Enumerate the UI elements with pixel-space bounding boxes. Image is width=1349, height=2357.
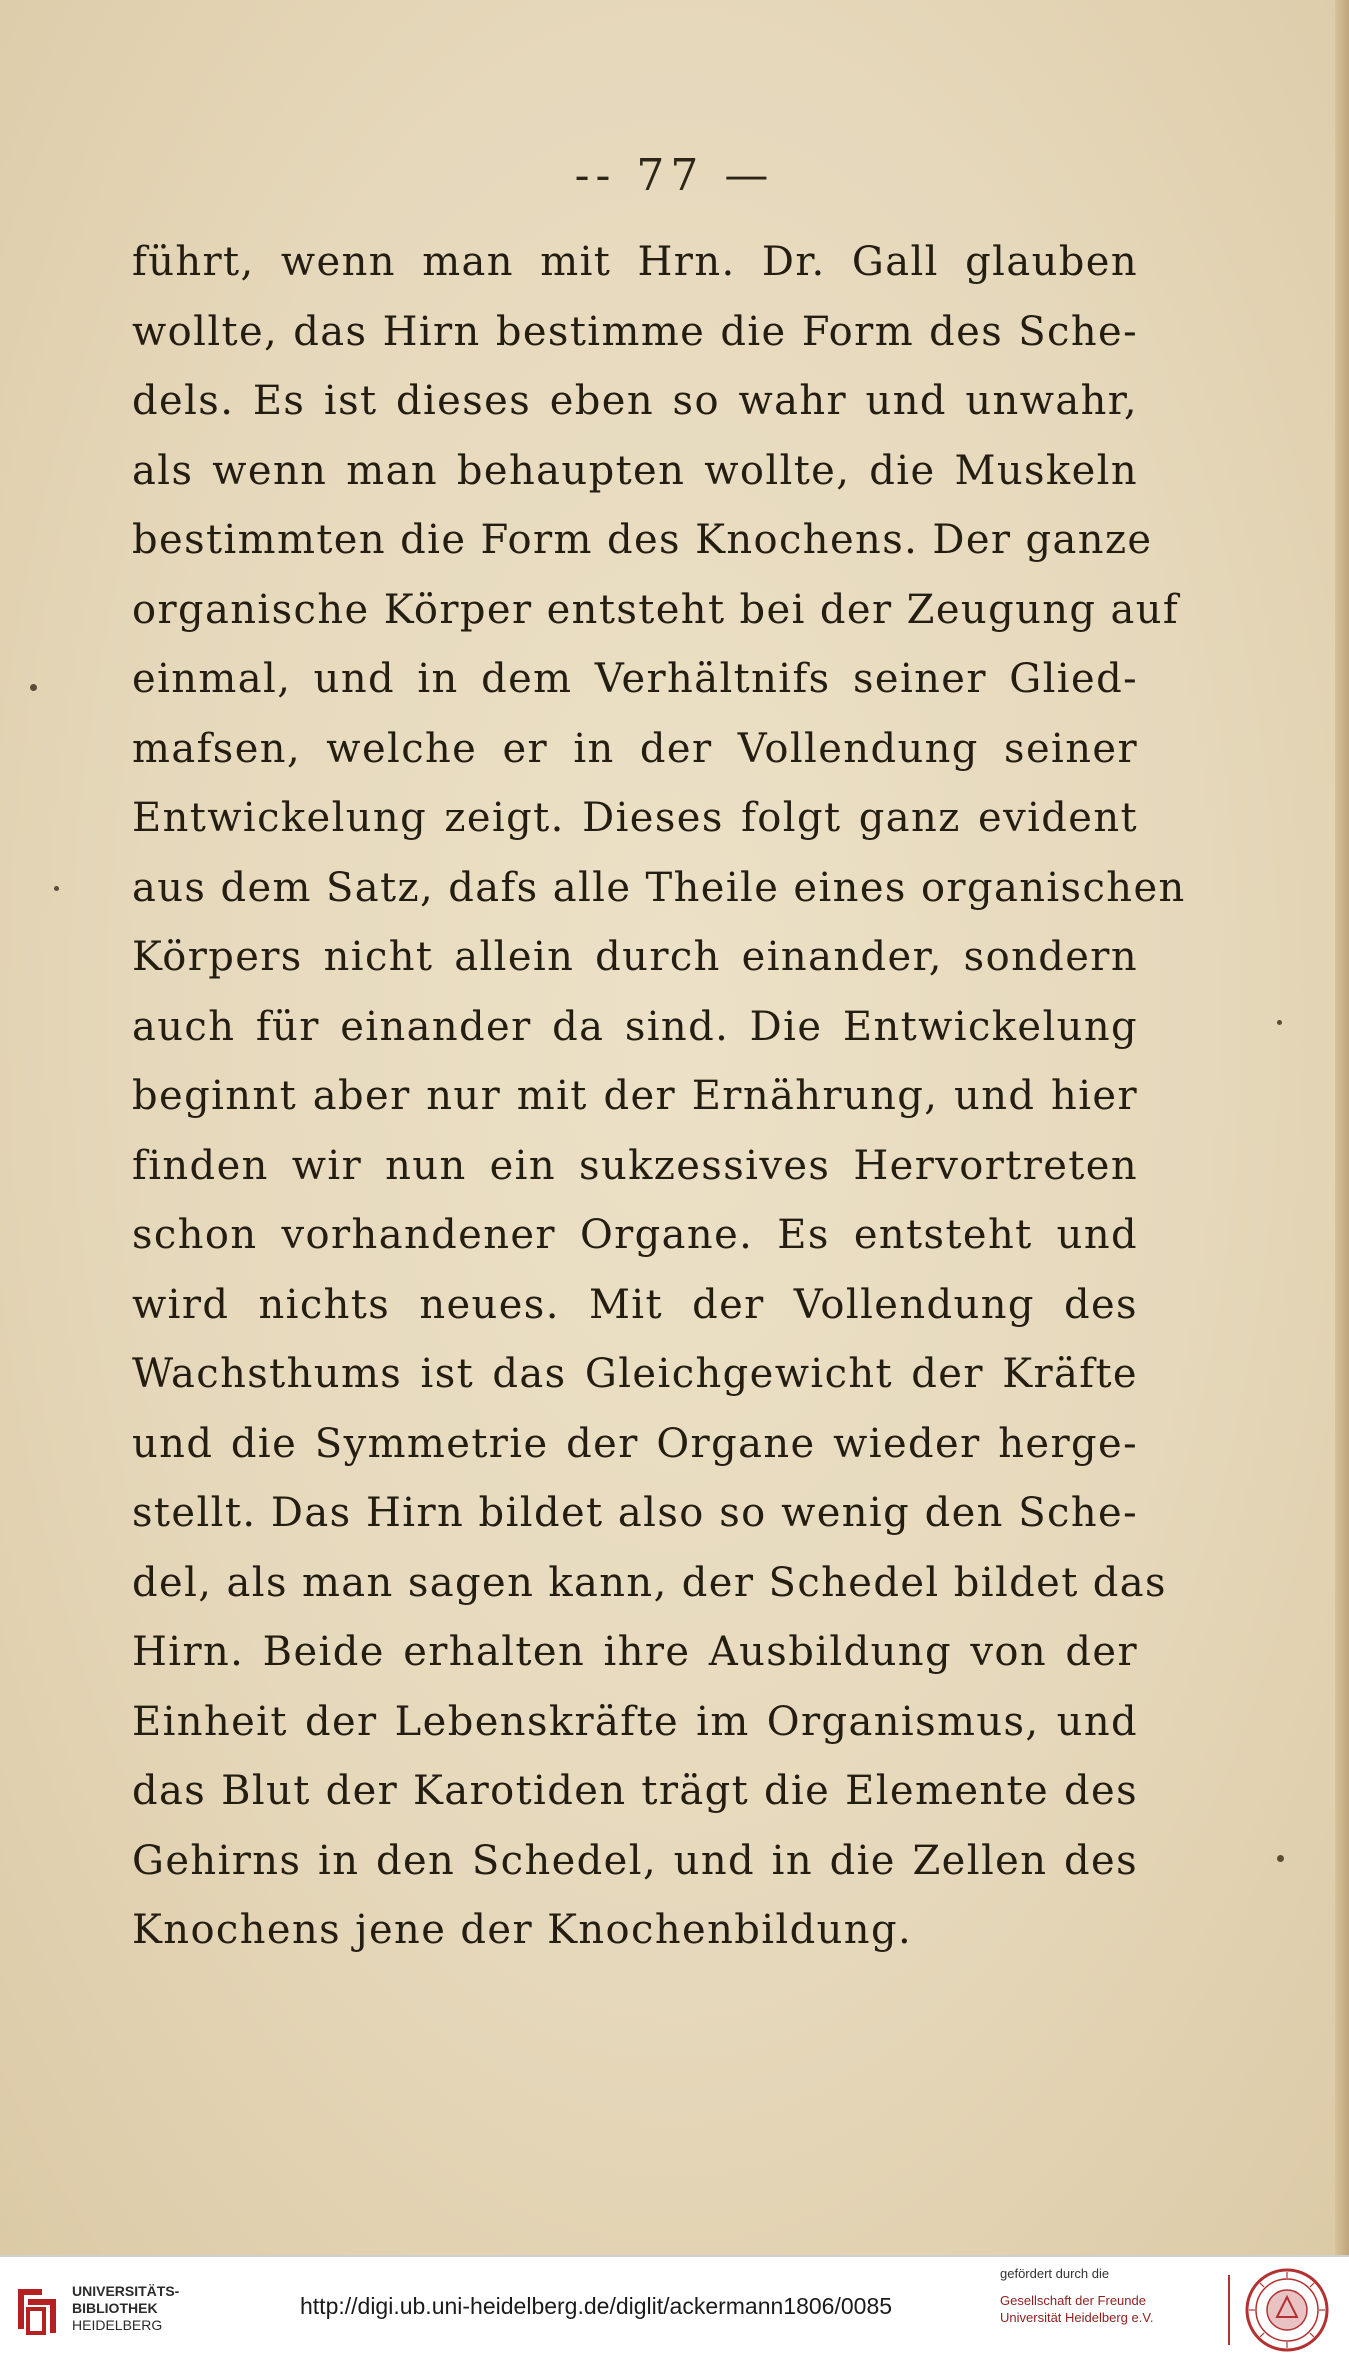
library-name-line: BIBLIOTHEK xyxy=(72,2300,158,2316)
text-line: wollte, das Hirn bestimme die Form des Sche- xyxy=(132,308,1138,355)
text-line: Körpers nicht allein durch einander, sondern xyxy=(132,934,1138,980)
footer-bar xyxy=(0,2255,1349,2357)
text-line: Einheit der Lebenskräfte im Organismus, und xyxy=(132,1698,1138,1745)
text-line: mafsen, welche er in der Vollendung seiner xyxy=(132,725,1138,772)
library-logo-icon xyxy=(12,2281,62,2337)
library-name-line: UNIVERSITÄTS- xyxy=(72,2283,180,2299)
text-line: auch für einander da sind. Die Entwickelung xyxy=(132,1003,1138,1050)
text-line: Entwickelung zeigt. Dieses folgt ganz evident xyxy=(132,795,1138,841)
text-line: und die Symmetrie der Organe wieder herge- xyxy=(132,1420,1138,1467)
text-line: einmal, und in dem Verhältnifs seiner Glied- xyxy=(132,656,1138,702)
text-line: Knochens jene der Knochenbildung. xyxy=(132,1907,913,1953)
paper-speck xyxy=(30,684,37,691)
sponsor-org-line: Universität Heidelberg e.V. xyxy=(1000,2310,1154,2325)
text-line: führt, wenn man mit Hrn. Dr. Gall glauben xyxy=(132,239,1138,285)
library-name-line: HEIDELBERG xyxy=(72,2317,163,2333)
paper-speck xyxy=(1277,1020,1282,1025)
footer-divider xyxy=(1228,2275,1230,2345)
text-line: das Blut der Karotiden trägt die Elemente des xyxy=(132,1768,1138,1814)
library-name xyxy=(72,2283,232,2334)
text-line: Hirn. Beide erhalten ihre Ausbildung von der xyxy=(132,1629,1138,1675)
sponsor-block xyxy=(1000,2265,1240,2326)
text-line: Gehirns in den Schedel, und in die Zellen des xyxy=(132,1837,1138,1884)
text-line: wird nichts neues. Mit der Vollendung des xyxy=(132,1281,1138,1328)
sponsor-org-line: Gesellschaft der Freunde xyxy=(1000,2293,1146,2308)
text-line: dels. Es ist dieses eben so wahr und unwahr, xyxy=(132,378,1138,424)
text-line: als wenn man behaupten wollte, die Muskeln xyxy=(132,447,1138,494)
body-text xyxy=(132,228,1186,1966)
paper-speck xyxy=(1277,1855,1284,1862)
university-seal-icon xyxy=(1244,2267,1330,2353)
text-line: del, als man sagen kann, der Schedel bildet das xyxy=(132,1559,1167,1606)
page-url-link[interactable]: http://digi.ub.uni-heidelberg.de/diglit/ackermann1806/0085 xyxy=(300,2293,893,2319)
text-line: organische Körper entsteht bei der Zeugung auf xyxy=(132,586,1180,633)
text-line: aus dem Satz, dafs alle Theile eines organischen xyxy=(132,864,1186,911)
text-line: bestimmten die Form des Knochens. Der ganze xyxy=(132,517,1153,563)
page-number: -- 77 — xyxy=(574,150,775,201)
page-edge-shadow xyxy=(1335,0,1349,2255)
sponsor-label: gefördert durch die xyxy=(1000,2266,1110,2281)
text-line: beginnt aber nur mit der Ernährung, und hier xyxy=(132,1073,1138,1119)
text-line: Wachsthums ist das Gleichgewicht der Kräfte xyxy=(132,1351,1138,1397)
text-line: finden wir nun ein sukzessives Hervortreten xyxy=(132,1142,1138,1189)
paper-speck xyxy=(54,886,59,891)
text-line: schon vorhandener Organe. Es entsteht und xyxy=(132,1212,1138,1258)
text-line: stellt. Das Hirn bildet also so wenig den Sche- xyxy=(132,1490,1138,1536)
